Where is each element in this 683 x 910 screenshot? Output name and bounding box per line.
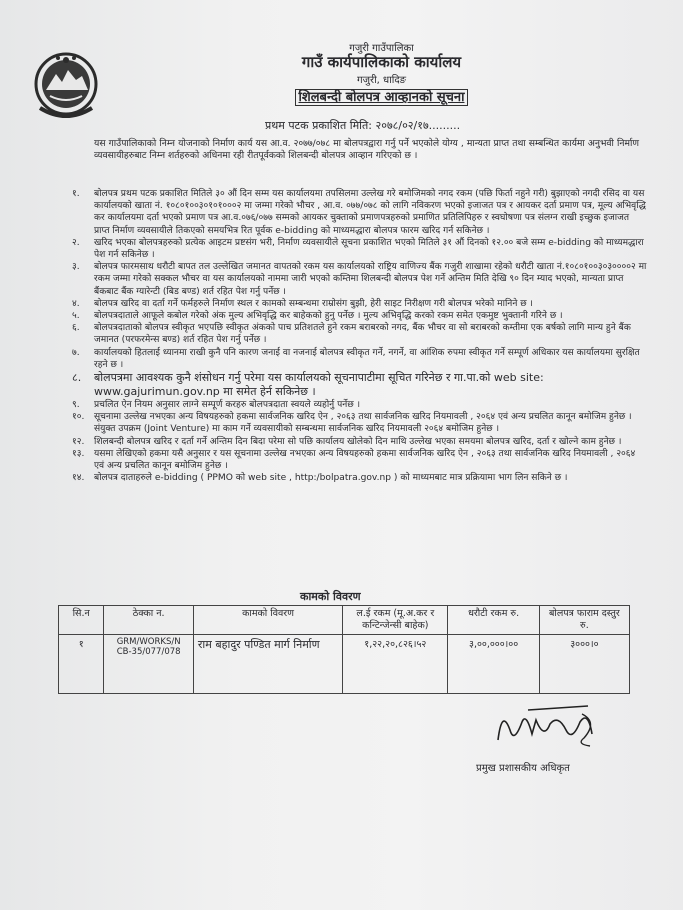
col-header-contract-no: ठेक्का न. [104, 606, 194, 635]
clause-item: २. खरिद भएका बोलपत्रहरुको प्रत्येक आइटम प्रष्टसंग भरी, निर्माण व्यवसायीले सूचना प्रकाशित भएको मितिले ३१ औं दिनको १२.०० बजे सम्म e-bidding को माध्यमद्धारा पेश गर्न सकिनेछ । [72, 237, 644, 261]
publish-date: प्रथम पटक प्रकाशित मिति: २०७८/०२/१७......... [265, 119, 461, 132]
col-header-description: कामको विवरण [193, 606, 342, 635]
notice-title-text: शिलबन्दी बोलपत्र आव्हानको सूचना [295, 89, 469, 106]
cell-contract-no: GRM/WORKS/N CB-35/077/078 [104, 635, 194, 694]
clause-item: ३. बोलपत्र फारमसाथ धरौटी बापत तल उल्लेखित जमानत वापतको रकम यस कार्यालयको राष्ट्रिय वाणिज्य बैंक गजुरी शाखामा रहेको धरौटी खाता नं.१०८०१००३०३००००२ मा रकम जम्मा गरेको सक्कल भौचर वा यस कार्यालयको नाममा जारी भएको कम्तिमा शिलबन्दी बोलपत्र पेश गर्ने अन्तिम मिति देखि ९० दिन म्याद भएको, मान्यता प्राप्त बैंकबाट बैंक ग्यारेन्टी (बिड बण्ड) शर्त रहित पेश गर्नु पर्नेछ । [72, 262, 647, 297]
clause-item: ४. बोलपत्र खरिद वा दर्ता गर्ने फर्महरुले निर्माण स्थल र कामको सम्बन्धमा राम्रोसंग बुझी, हेरी साइट निरीक्षण गरी बोलपत्र भरेको मानिने छ । [72, 298, 533, 309]
clause-item: ७. कार्यालयको हितलाई ध्यानमा राखी कुनै पनि कारण जनाई वा नजनाई बोलपत्र स्वीकृत गर्ने, नगर्ने, वा आंशिक रुपमा स्वीकृत गर्ने सम्पूर्ण अधिकार यस कार्यालयमा सुरक्षित रहने छ । [72, 347, 640, 370]
office-title: गाउँ कार्यपालिकाको कार्यालय [301, 53, 462, 71]
cell-estimate: १,२२,२०,८२६।५२ [343, 635, 448, 694]
table-header-row [59, 606, 630, 635]
header-line-1: गजुरी गाउँपालिका [349, 43, 414, 54]
office-location: गजुरी, धादिङ [356, 75, 407, 86]
col-header-deposit: धरौटी रकम रु. [448, 606, 539, 635]
clause-item: ५. बोलपत्रदाताले आफूले कबोल गरेको अंक मुल्य अभिवृद्धि कर बाहेकको हुनु पर्नेछ । मुल्य अभिवृद्धि करको रकम समेत एकमुष्ट भुक्तानी गरिने छ । [72, 311, 563, 322]
works-table [58, 605, 630, 694]
col-header-sn: सि.न [59, 606, 104, 635]
clause-item: १४. बोलपत्र दाताहरुले e-bidding ( PPMO को web site , http:/bolpatra.gov.np ) को माध्यमबाट मात्र प्रक्रियामा भाग लिन सकिने छ । [72, 473, 568, 484]
cell-description: राम बहादुर पण्डित मार्ग निर्माण [193, 635, 342, 694]
clause-item: १०. सूचनामा उल्लेख नभएका अन्य विषयहरुको हकमा सार्वजनिक खरिद ऐन , २०६३ तथा सार्वजनिक खरिद नियमावली , २०६४ एवं अन्य प्रचलित कानून बमोजिम हुनेछ । संयुक्त उपक्रम (Joint Venture) मा काम गर्ने व्यवसायीको सम्बन्धमा सार्वजनिक खरिद नियमावली २०६४ बमोजिम हुनेछ । [72, 412, 632, 435]
clause-item: ६. बोलपत्रदाताको बोलपत्र स्वीकृत भएपछि स्वीकृत अंकको पाच प्रतिशतले हुने रकम बराबरको नगद, बैंक भौचर वा सो बराबरको कम्तीमा एक बर्षको लागि मान्य हुने बैंक जमानत (परफरमेन्स बण्ड) शर्त रहित पेश गर्नु पर्नेछ । [72, 323, 631, 346]
col-header-form-fee: बोलपत्र फाराम दस्तुर रु. [539, 606, 629, 635]
cell-sn: १ [59, 635, 104, 694]
cell-deposit: ३,००,०००।०० [448, 635, 539, 694]
clause-item: ९. प्रचलित ऐन नियम अनुसार लाग्ने सम्पूर्ण करहरु बोलपत्रदाता स्वयले व्यहोर्नु पर्नेछ । [72, 400, 361, 411]
table-title: कामको विवरण [300, 590, 361, 603]
notice-title [40, 86, 683, 105]
clause-item: १२. शिलबन्दी बोलपत्र खरिद र दर्ता गर्ने अन्तिम दिन बिदा परेमा सो पछि कार्यालय खोलेको दिन माथि उल्लेख भएका समयमा बोलपत्र खरिद, दर्ता र खोल्ने काम हुनेछ । [72, 436, 622, 447]
clause-item: १. बोलपत्र प्रथम पटक प्रकाशित मितिले ३० औं दिन सम्म यस कार्यालयमा तपसिलमा उल्लेख गरे बमोजिमको नगद रकम (पछि फिर्ता नहुने गरी) बुझाएको नगदी रसिद वा यस कार्यालयको खाता नं. १०८०१००३०१०१०००२ मा जम्मा गरेको भौचर , आ.व. ०७७/०७८ को लागि नविकरण भएको इजाजत पत्र र आयकर दर्ता प्रमाण पत्र, मूल्य अभिवृद्धि कर कार्यालयमा दर्ता भएको प्रमाण पत्र आ.व.०७६/०७७ सम्मको आयकर चुक्ताको प्रमाणपत्रहरुको प्रमाणित प्रतिलिपिहरु र स्वघोषणा पत्र संलग्न राखी इच्छुक इजाजत प्राप्त निर्माण व्यवसायीले तिकएको समयभित्र रित पूर्वक e-bidding को माध्यमद्धारा बोलपत्र फारम खरिद गर्न सकिनेछ । [72, 189, 646, 236]
signature-mark [488, 700, 618, 760]
signatory-title: प्रमुख प्रशासकीय अधिकृत [476, 763, 570, 774]
col-header-estimate: ल.ई रकम (मू.अ.कर र कन्टिन्जेन्सी बाहेक) [343, 606, 448, 635]
intro-paragraph: यस गाउँपालिकाको निम्न योजनाको निर्माण कार्य यस आ.व. २०७७/०७८ मा बोलपत्रद्वारा गर्नु पर्ने भएकोले योग्य , मान्यता प्राप्त तथा सम्बन्धित कार्यमा अनुभवी निर्माण व्यवसायीहरुबाट निम्न शर्तहरुको अधिनमा रही रीतपूर्वकको शिलबन्दी बोलपत्र आव्हान गरिएको छ । [94, 138, 639, 161]
clause-item: १३. यसमा लेखिएको हकमा यसै अनुसार र यस सूचनामा उल्लेख नभएका अन्य विषयहरुको हकमा सार्वजनिक खरिद ऐन , २०६३ तथा सार्वजनिक खरिद नियमावली , २०६४ एवं अन्य प्रचलित कानून बमोजिम हुनेछ । [72, 448, 636, 472]
cell-form-fee: ३०००।० [539, 635, 629, 694]
table-row [59, 635, 630, 694]
clause-item: ८. बोलपत्रमा आवश्यक कुनै शंसोधन गर्नु परेमा यस कार्यालयको सूचनापाटीमा सूचित गरिनेछ र गा.पा.को web site: www.gajurimun.gov.np मा समेत हेर्न सकिनेछ । [72, 371, 544, 399]
clause-list [72, 188, 647, 484]
